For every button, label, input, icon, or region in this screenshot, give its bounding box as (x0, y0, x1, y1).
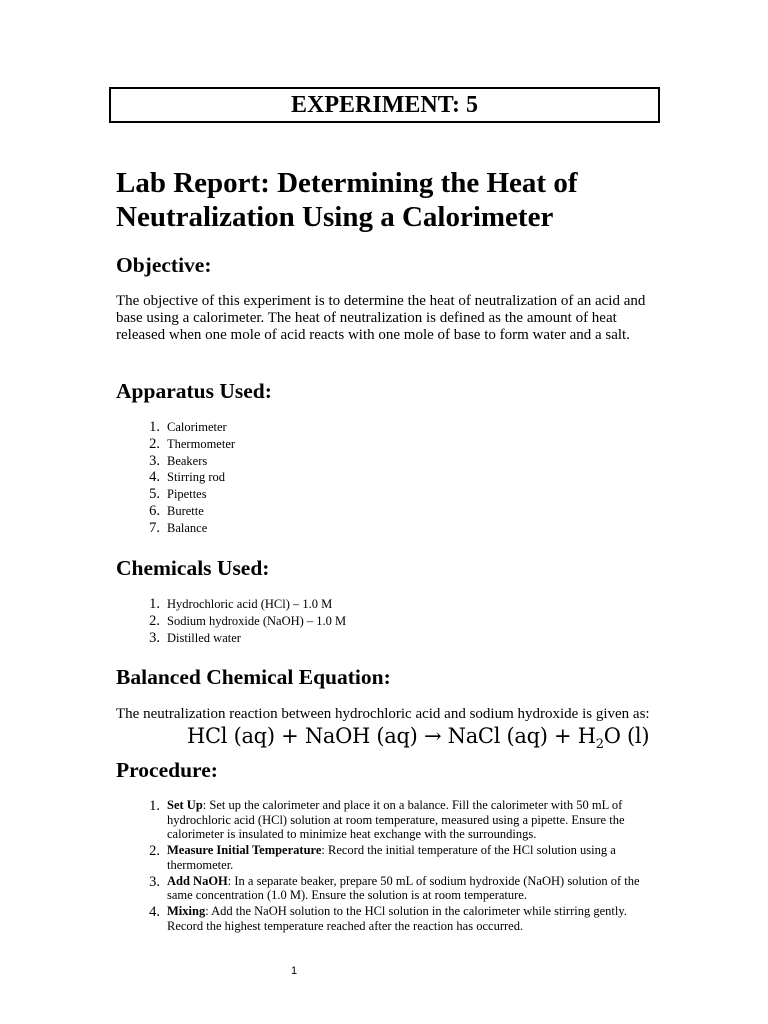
procedure-heading: Procedure: (116, 758, 218, 782)
experiment-header-box (109, 87, 660, 123)
list-item: 7 . Balance (116, 520, 235, 537)
chemicals-list (116, 596, 346, 646)
product-water: $H_2O$ (l) (577, 724, 650, 753)
list-item: 1 . Hydrochloric acid (HCl) – 1.0 M (116, 596, 346, 613)
apparatus-heading: Apparatus Used: (116, 379, 272, 403)
objective-text: The objective of this experiment is to determine the heat of neutralization of an acid and base using a calorimeter. The heat of neutralization is defined as the amount of heat released when one mole of acid reacts with one mole of base to form water and a salt. (116, 293, 646, 343)
plus-sign: + (554, 724, 572, 748)
list-item: 2 . Sodium hydroxide (NaOH) – 1.0 M (116, 613, 346, 630)
procedure-step: 3 . Add NaOH: In a separate beaker, prepare 50 mL of sodium hydroxide (NaOH) solution of the same concentration (1.0 M). Ensure the solution is at room temperature. (116, 874, 656, 903)
objective-heading: Objective: (116, 253, 212, 277)
list-item: 6 . Burette (116, 503, 235, 520)
equation-heading: Balanced Chemical Equation: (116, 665, 391, 689)
list-item: 2 . Thermometer (116, 436, 235, 453)
list-item: 1 . Calorimeter (116, 419, 235, 436)
equation-intro: The neutralization reaction between hydrochloric acid and sodium hydroxide is given as: (116, 706, 650, 722)
apparatus-list (116, 419, 235, 537)
list-item: 3 . Beakers (116, 453, 235, 470)
page-number: 1 (290, 965, 298, 977)
reactant-naoh: NaOH (aq) (304, 724, 418, 748)
list-item: 5 . Pipettes (116, 486, 235, 503)
report-title: Lab Report: Determining the Heat of Neutralization Using a Calorimeter (116, 167, 578, 233)
procedure-step: 4 . Mixing: Add the NaOH solution to the HCl solution in the calorimeter while stirring gently. Record the highest temperature reached after the reaction has occurred. (116, 904, 656, 933)
product-nacl: NaCl (aq) (447, 724, 548, 748)
procedure-list (116, 798, 656, 935)
list-item: 3 . Distilled water (116, 630, 346, 647)
procedure-step: 1 . Set Up: Set up the calorimeter and place it on a balance. Fill the calorimeter with 50 mL of hydrochloric acid (HCl) solution at room temperature, measured using a pipette. Ensure the calorimeter is insulated to minimize heat exchange with the surroundings. (116, 798, 656, 842)
list-item: 4 . Stirring rod (116, 469, 235, 486)
reaction-arrow: → (423, 724, 442, 748)
procedure-step: 2 . Measure Initial Temperature: Record the initial temperature of the HCl solution using a thermometer. (116, 843, 656, 872)
experiment-label: EXPERIMENT: 5 (291, 91, 478, 118)
chemicals-heading: Chemicals Used: (116, 556, 270, 580)
reactant-hcl: HCl (aq) (187, 724, 275, 748)
plus-sign: + (281, 724, 299, 748)
chemical-equation (187, 724, 649, 752)
